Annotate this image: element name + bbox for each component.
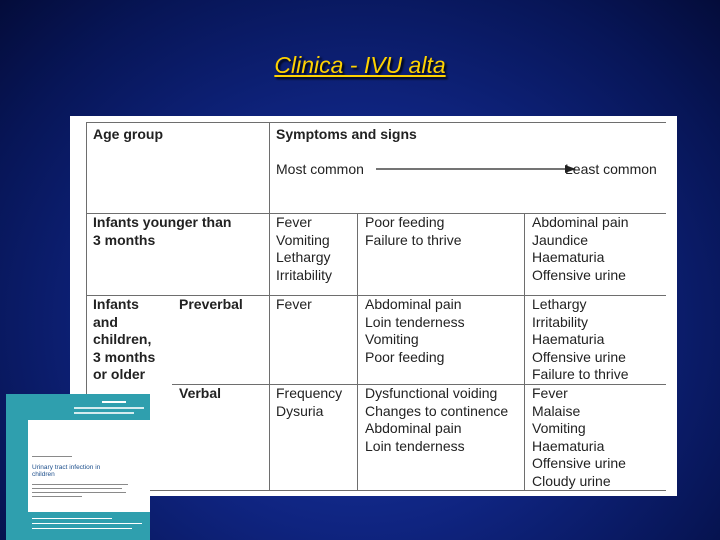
frequency-arrow-icon (376, 163, 576, 175)
row2-most-common: Fever (276, 296, 312, 312)
symptoms-table-panel (70, 116, 677, 496)
row3-most-common: Frequency Dysuria (276, 385, 343, 419)
slide-title: Clinica - IVU alta (274, 52, 446, 78)
row1-age-group: Infants younger than 3 months (93, 214, 232, 248)
row3-subgroup: Verbal (179, 385, 222, 401)
header-age-group: Age group (93, 126, 163, 142)
cover-title: Urinary tract infection in children (32, 464, 101, 478)
row2-middle: Abdominal pain Loin tenderness Vomiting Poor feeding (365, 296, 465, 365)
table-column-divider (357, 213, 358, 491)
row3-least-common: Fever Malaise Vomiting Haematuria Offensive urine Cloudy urine (532, 385, 626, 489)
table-column-divider (524, 213, 525, 491)
header-symptoms-and-signs: Symptoms and signs (276, 126, 417, 142)
header-least-common: Least common (565, 161, 657, 177)
table-column-divider (269, 122, 270, 491)
row1-middle: Poor feeding Failure to thrive (365, 214, 462, 248)
symptoms-table (86, 122, 666, 490)
row1-least-common: Abdominal pain Jaundice Haematuria Offensive urine (532, 214, 629, 283)
row2-least-common: Lethargy Irritability Haematuria Offensive urine Failure to thrive (532, 296, 629, 383)
row3-middle: Dysfunctional voiding Changes to continence Abdominal pain Loin tenderness (365, 385, 509, 454)
row1-most-common: Fever Vomiting Lethargy Irritability (276, 214, 333, 283)
row2-subgroup: Preverbal (179, 296, 243, 312)
header-most-common: Most common (276, 161, 364, 177)
row2-age-group: Infants and children, 3 months or older (93, 296, 156, 383)
table-border-top (86, 122, 666, 123)
cover-band (6, 512, 150, 540)
guideline-cover-image (6, 394, 150, 540)
